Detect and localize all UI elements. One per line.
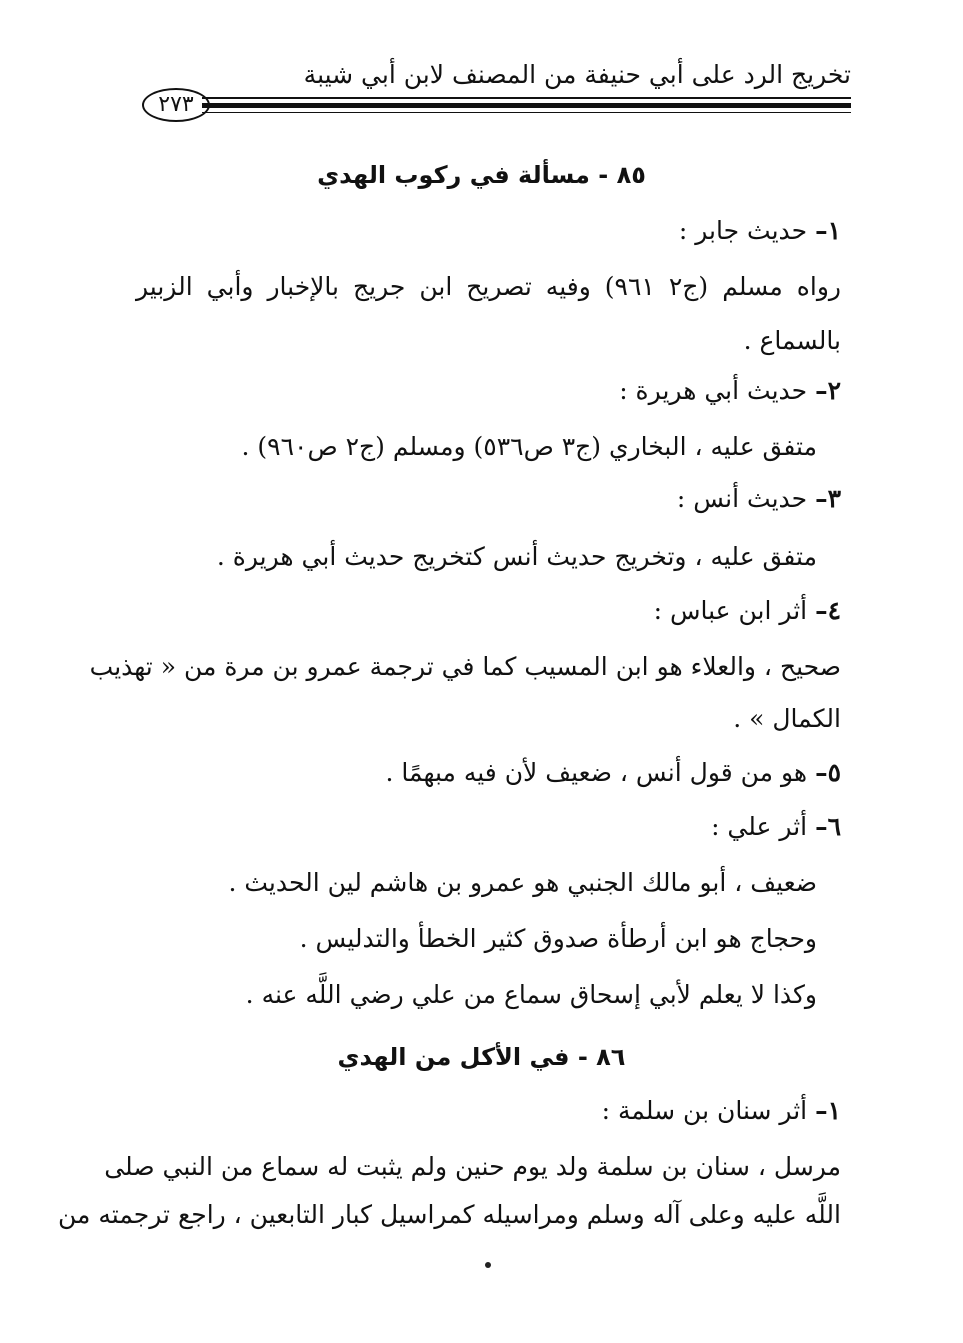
s85-item4-text-line2: الكمال » .: [733, 704, 841, 733]
s85-item2-heading: [619, 372, 841, 410]
s85-item6-title: أثر علي :: [711, 812, 808, 841]
s85-item3-title: حديث أنس :: [676, 484, 808, 513]
s86-item1-text-line1: مرسل ، سنان بن سلمة ولد يوم حنين ولم يثبت له سماع من النبي صلى: [104, 1152, 841, 1181]
s85-item5: [385, 754, 841, 792]
s85-item4-text-line1: صحيح ، والعلاء هو ابن المسيب كما في ترجمة عمرو بن مرة من « تهذيب: [89, 652, 841, 681]
s85-item5-text: هو من قول أنس ، ضعيف لأن فيه مبهمًا .: [385, 758, 808, 787]
s85-item6-heading: [711, 808, 841, 846]
s85-item3-number: ٣–: [815, 484, 841, 513]
header-rule-thick: [202, 103, 851, 108]
section-85-heading: ٨٥ - مسألة في ركوب الهدي: [317, 161, 646, 189]
s85-item1-text-line2: بالسماع .: [743, 326, 841, 355]
s85-item6-text-line2: وحجاج هو ابن أرطأة صدوق كثير الخطأ والتدليس .: [299, 924, 817, 953]
footer-dot: [485, 1262, 491, 1268]
s85-item2-number: ٢–: [815, 376, 841, 405]
s85-item5-number: ٥–: [815, 758, 841, 787]
s85-item1-title: حديث جابر :: [678, 216, 808, 245]
s86-item1-heading: [602, 1092, 841, 1130]
s85-item2-title: حديث أبي هريرة :: [619, 376, 808, 405]
s85-item6-text-line3: وكذا لا يعلم لأبي إسحاق سماع من علي رضي اللَّه عنه .: [245, 980, 817, 1009]
s85-item6-number: ٦–: [815, 812, 841, 841]
s86-item1-title: أثر سنان بن سلمة :: [601, 1096, 808, 1125]
header-rule-thin: [202, 97, 851, 99]
s85-item4-title: أثر ابن عباس :: [653, 596, 808, 625]
s85-item2-text: متفق عليه ، البخاري (ج٣ ص٥٣٦) ومسلم (ج٢ ص٩٦٠) .: [241, 432, 817, 461]
section-86-heading: ٨٦ - في الأكل من الهدي: [337, 1043, 626, 1071]
page-number-badge: [142, 88, 210, 122]
s85-item1-heading: [679, 212, 841, 250]
header-rule-hairline: [202, 112, 851, 113]
page-number: ٢٧٣: [158, 92, 194, 117]
s85-item4-heading: [654, 592, 841, 630]
s85-item3-heading: [677, 480, 841, 518]
s85-item1-number: ١–: [815, 216, 841, 245]
s85-item4-number: ٤–: [815, 596, 841, 625]
s85-item6-text-line1: ضعيف ، أبو مالك الجنبي هو عمرو بن هاشم لين الحديث .: [228, 868, 817, 897]
s86-item1-text-line2: اللَّه عليه وعلى آله وسلم ومراسيله كمراسيل كبار التابعين ، راجع ترجمته من: [58, 1200, 841, 1229]
s85-item1-text-line1: رواه مسلم (ج٢ ٩٦١) وفيه تصريح ابن جريج بالإخبار وأبي الزبير: [136, 272, 841, 301]
s85-item3-text: متفق عليه ، وتخريج حديث أنس كتخريج حديث أبي هريرة .: [216, 542, 817, 571]
running-title: تخريج الرد على أبي حنيفة من المصنف لابن أبي شيبة: [303, 60, 851, 89]
s86-item1-number: ١–: [815, 1096, 841, 1125]
